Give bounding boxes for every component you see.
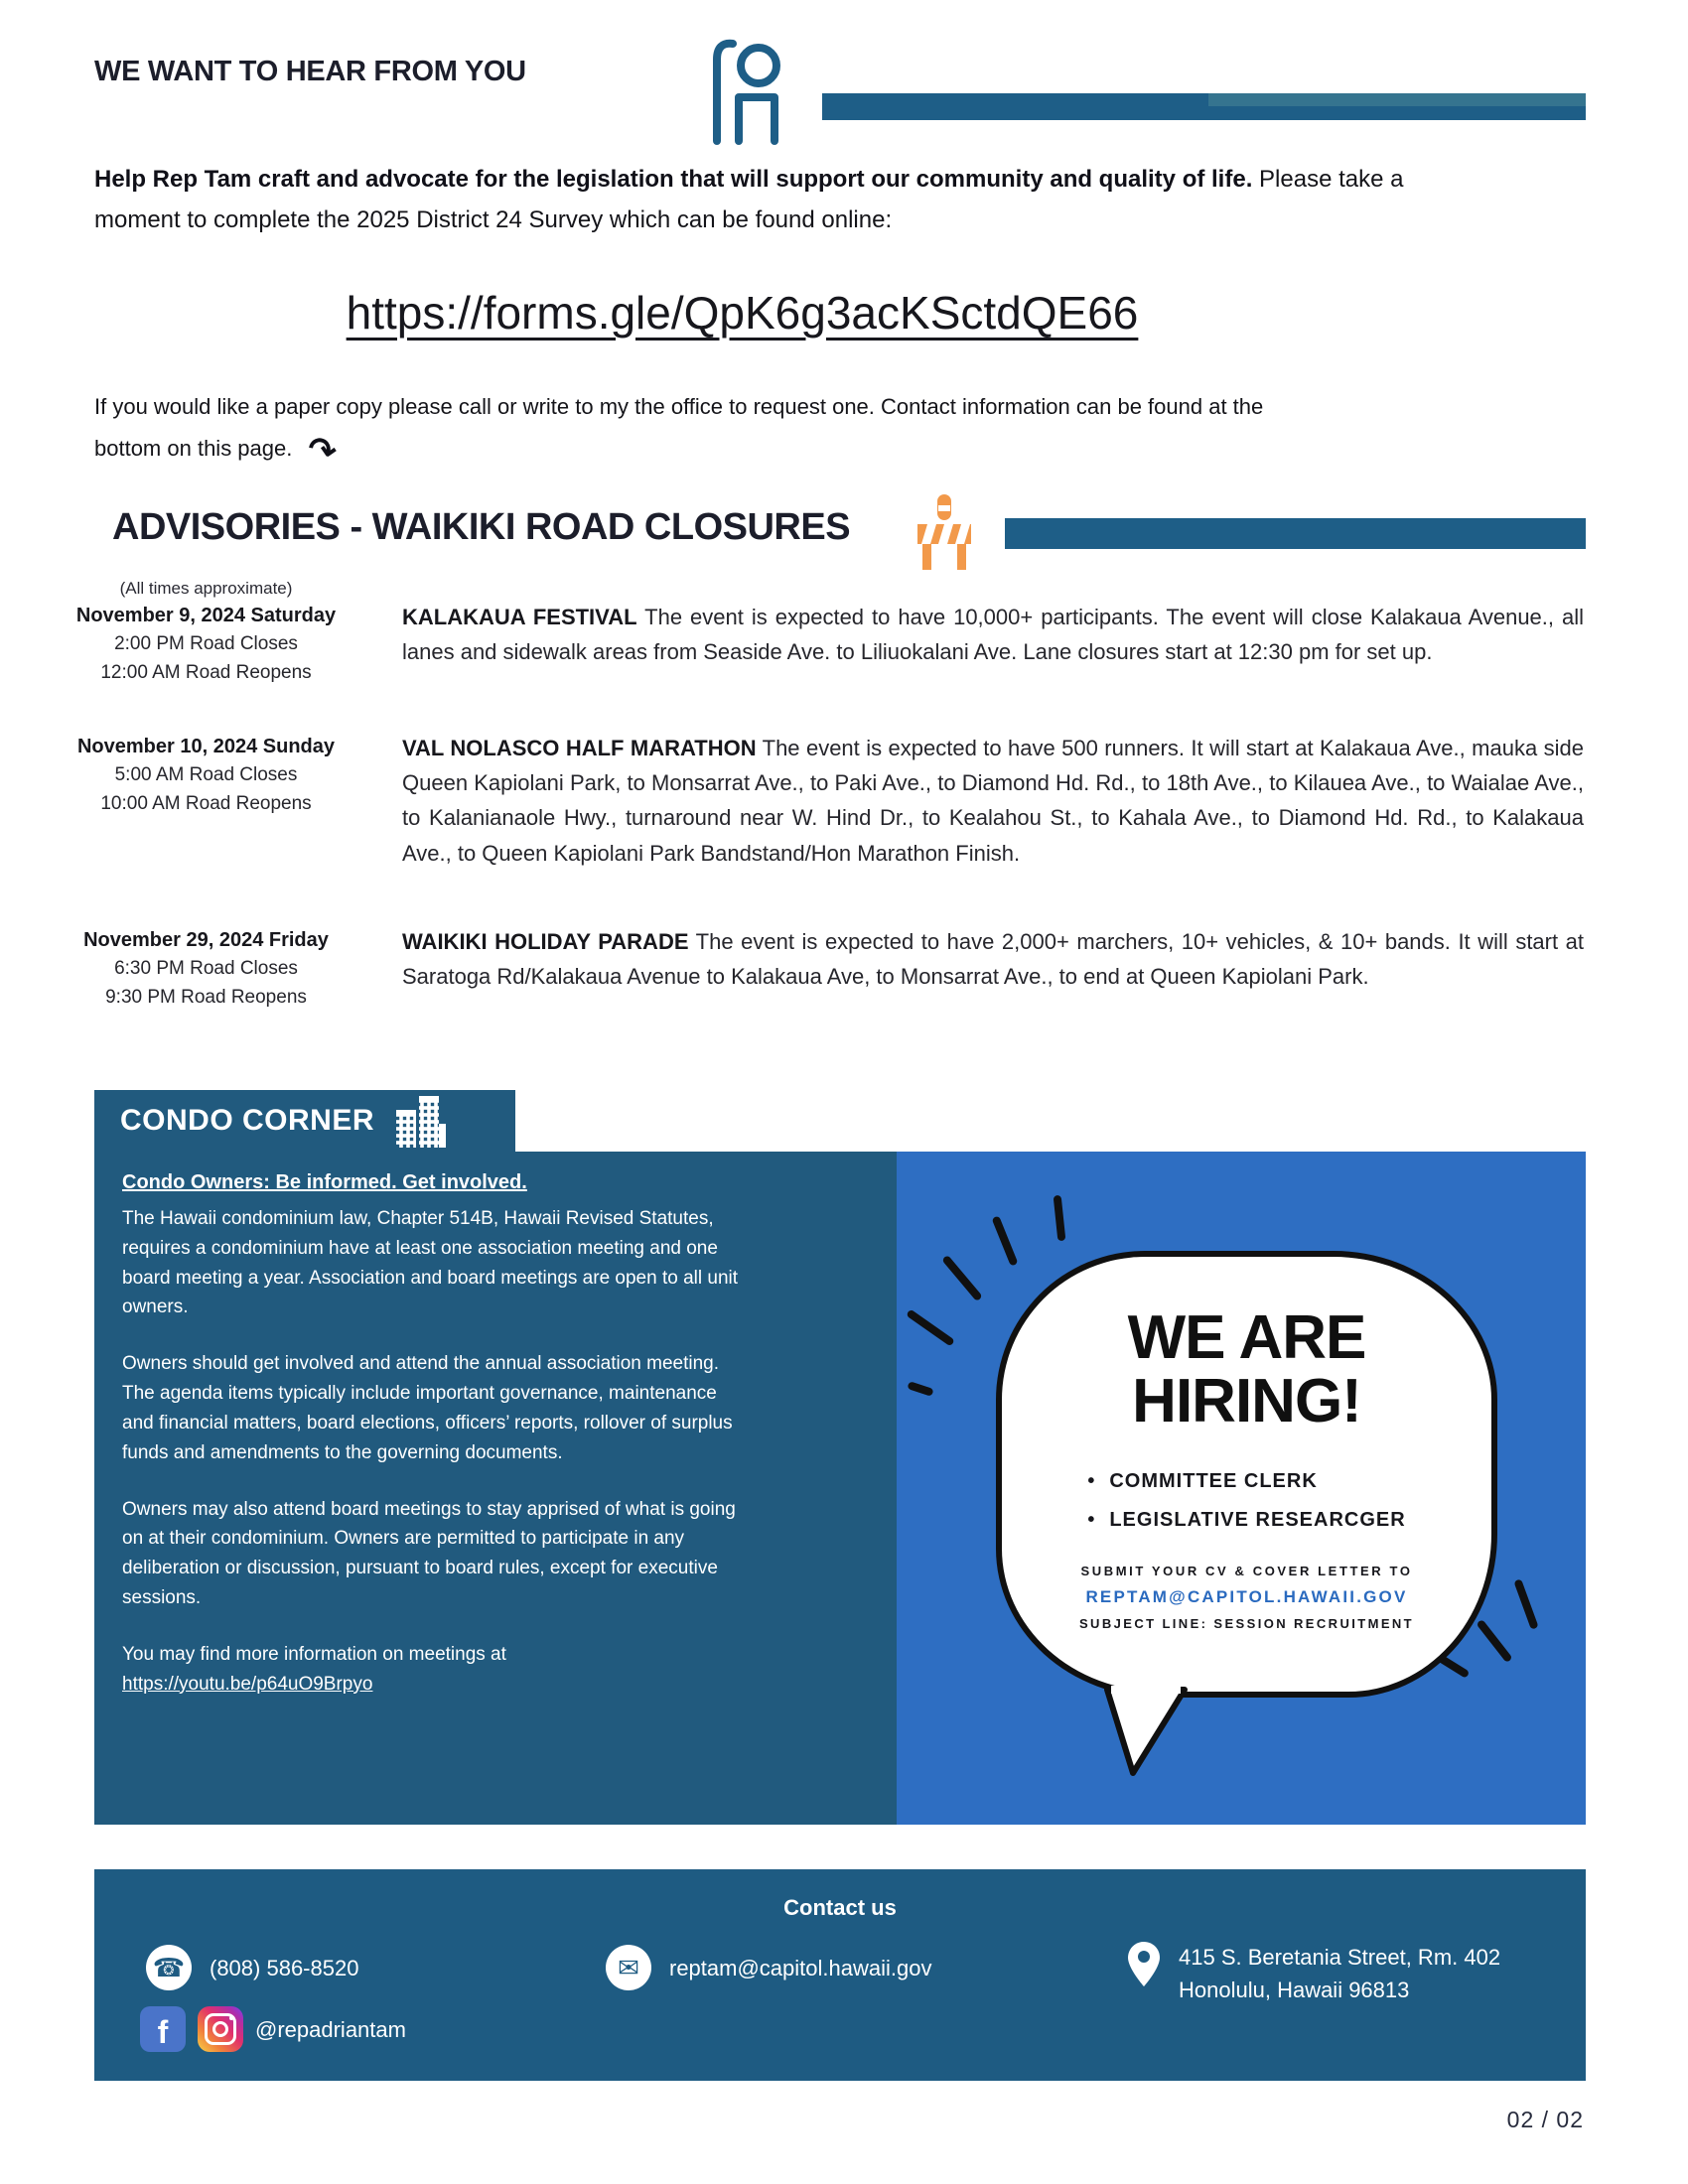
condo-corner-title: CONDO CORNER <box>120 1104 375 1137</box>
survey-link[interactable]: https://forms.gle/QpK6g3acKSctdQE66 <box>346 287 1139 339</box>
bullet-dot: • <box>1087 1508 1096 1531</box>
email-contact <box>606 1945 931 1990</box>
phone-contact <box>146 1945 358 1990</box>
advisory-event-name: VAL NOLASCO HALF MARATHON <box>402 736 757 760</box>
survey-intro <box>94 159 1445 241</box>
speech-bubble <box>996 1251 1497 1698</box>
advisory-date: November 9, 2024 Saturday <box>75 605 337 626</box>
advisory-reopen-time: 9:30 PM Road Reopens <box>105 986 307 1008</box>
ray-decoration <box>941 1255 982 1301</box>
address-contact <box>1127 1941 1500 2006</box>
paper-copy-text: If you would like a paper copy please call or write to my the office to request one. Contact information can be found at the bottom on this page. <box>94 394 1264 462</box>
advisory-description: KALAKAUA FESTIVAL The event is expected to have 10,000+ participants. The event will close Kalakaua Avenue., all lanes and sidewalk areas from Seaside Ave. to Liliuokalani Ave. Lane closures start at 12:30 pm for set up. <box>402 605 1585 665</box>
advisory-date: November 29, 2024 Friday <box>83 929 329 951</box>
hiring-submit-line: SUBMIT YOUR CV & COVER LETTER TO <box>1080 1563 1413 1578</box>
advisory-date-block <box>55 926 357 1012</box>
page-title: WE WANT TO HEAR FROM YOU <box>94 56 526 87</box>
address-text: 415 S. Beretania Street, Rm. 402 Honolulu, Hawaii 96813 <box>1179 1945 1501 2002</box>
hiring-position: • COMMITTEE CLERK <box>1087 1469 1318 1492</box>
hiring-headline: WE ARE HIRING! <box>1127 1303 1366 1436</box>
condo-paragraph <box>122 1640 738 1700</box>
advisories-accent-bar <box>1005 518 1586 549</box>
ray-decoration <box>906 1308 955 1346</box>
advisory-close-time: 2:00 PM Road Closes <box>114 633 298 654</box>
advisory-date: November 10, 2024 Sunday <box>76 736 335 757</box>
advisories-note: (All times approximate) <box>119 579 293 598</box>
advisory-reopen-time: 12:00 AM Road Reopens <box>100 661 312 683</box>
advisory-event-name: KALAKAUA FESTIVAL <box>402 605 637 629</box>
instagram-camera-glyph <box>205 2013 236 2045</box>
construction-barrier-icon <box>912 492 977 572</box>
social-handle[interactable]: @repadriantam <box>255 2016 406 2042</box>
survey-intro-bold: Help Rep Tam craft and advocate for the legislation that will support our community and quality of life. <box>94 166 1253 193</box>
hiring-subject-line: SUBJECT LINE: SESSION RECRUITMENT <box>1078 1615 1415 1631</box>
condo-corner-panel <box>94 1152 897 1825</box>
instagram-icon[interactable] <box>198 2006 243 2052</box>
advisory-reopen-time: 10:00 AM Road Reopens <box>100 792 312 814</box>
header-accent-bar-light <box>1208 93 1586 106</box>
condo-paragraph: Owners should get involved and attend the annual association meeting. The agenda items typically include important governance, maintenance and financial matters, board elections, officers’ reports, rollover of surplus funds and amendments to the governing documents. <box>122 1353 733 1463</box>
hiring-positions <box>1087 1462 1405 1540</box>
page-number: 02 / 02 <box>1506 2107 1584 2132</box>
facebook-icon[interactable]: f <box>140 2006 186 2052</box>
advisory-event-name: WAIKIKI HOLIDAY PARADE <box>402 929 689 954</box>
contact-us-title: Contact us <box>783 1895 897 1920</box>
advisory-close-time: 5:00 AM Road Closes <box>114 764 298 785</box>
hiring-email[interactable]: REPTAM@CAPITOL.HAWAII.GOV <box>1085 1586 1408 1606</box>
ray-decoration <box>1054 1195 1066 1242</box>
building-icon <box>394 1094 446 1148</box>
hiring-panel <box>897 1152 1586 1825</box>
survey-intro-rest: Please take a moment to complete the 2025 District 24 Survey which can be found online: <box>94 166 1404 234</box>
header-accent-bar <box>822 93 1586 120</box>
phone-icon: ☎ <box>146 1945 192 1990</box>
advisory-date-block <box>55 733 357 818</box>
condo-heading: Condo Owners: Be informed. Get involved. <box>122 1171 527 1193</box>
bullet-dot: • <box>1087 1469 1096 1492</box>
condo-paragraph: The Hawaii condominium law, Chapter 514B, Hawaii Revised Statutes, requires a condominium have at least one association meeting and one board meeting a year. Association and board meetings are open to all unit owners. <box>122 1208 739 1318</box>
person-raising-hand-icon <box>701 34 792 145</box>
condo-corner-header <box>94 1090 515 1152</box>
condo-video-link[interactable]: https://youtu.be/p64uO9Brpyo <box>122 1673 373 1695</box>
advisory-date-block <box>55 602 357 687</box>
ray-decoration <box>992 1215 1019 1266</box>
advisory-description: WAIKIKI HOLIDAY PARADE The event is expected to have 2,000+ marchers, 10+ vehicles, & 10+ bands. It will start at Saratoga Rd/Kalakaua Avenue to Kalakaua Ave, to Monsarrat Ave., to end at Queen Kapiolani Park. <box>402 929 1585 990</box>
footer <box>94 1869 1586 2081</box>
advisory-description: VAL NOLASCO HALF MARATHON The event is expected to have 500 runners. It will start at Kalakaua Ave., mauka side Queen Kapiolani Park, to Monsarrat Ave., to Paki Ave., to Diamond Hd. Rd., to 18th Ave., to Kilauea Ave., to Waialae Ave., to Kalanianaole Hwy., turnaround near W. Hind Dr., to Kealahou St., to Kahala Ave., to Diamond Hd. Rd., to Kalakaua Ave., to Queen Kapiolani Park Bandstand/Hon Marathon Finish. <box>402 736 1584 866</box>
email-address[interactable]: reptam@capitol.hawaii.gov <box>669 1955 932 1980</box>
condo-more-info: You may find more information on meetings at <box>122 1643 506 1665</box>
ray-decoration <box>907 1381 933 1397</box>
curved-arrow-icon: ↷ <box>305 430 341 473</box>
hiring-position: • LEGISLATIVE RESEARCGER <box>1087 1508 1406 1531</box>
advisories-title: ADVISORIES - WAIKIKI ROAD CLOSURES <box>112 506 851 548</box>
advisory-close-time: 6:30 PM Road Closes <box>114 958 298 979</box>
email-icon: ✉ <box>606 1945 651 1990</box>
social-row <box>140 2006 406 2052</box>
speech-bubble-tail <box>1095 1686 1195 1781</box>
ray-decoration <box>1513 1578 1538 1630</box>
condo-paragraph: Owners may also attend board meetings to stay apprised of what is going on at their condominium. Owners are permitted to participate in any deliberation or discussion, pursuant to board rules, except for executive sessions. <box>122 1498 736 1609</box>
location-pin-icon <box>1127 1941 1161 1988</box>
paper-copy-note <box>94 389 1266 478</box>
phone-number: (808) 586-8520 <box>210 1955 359 1980</box>
